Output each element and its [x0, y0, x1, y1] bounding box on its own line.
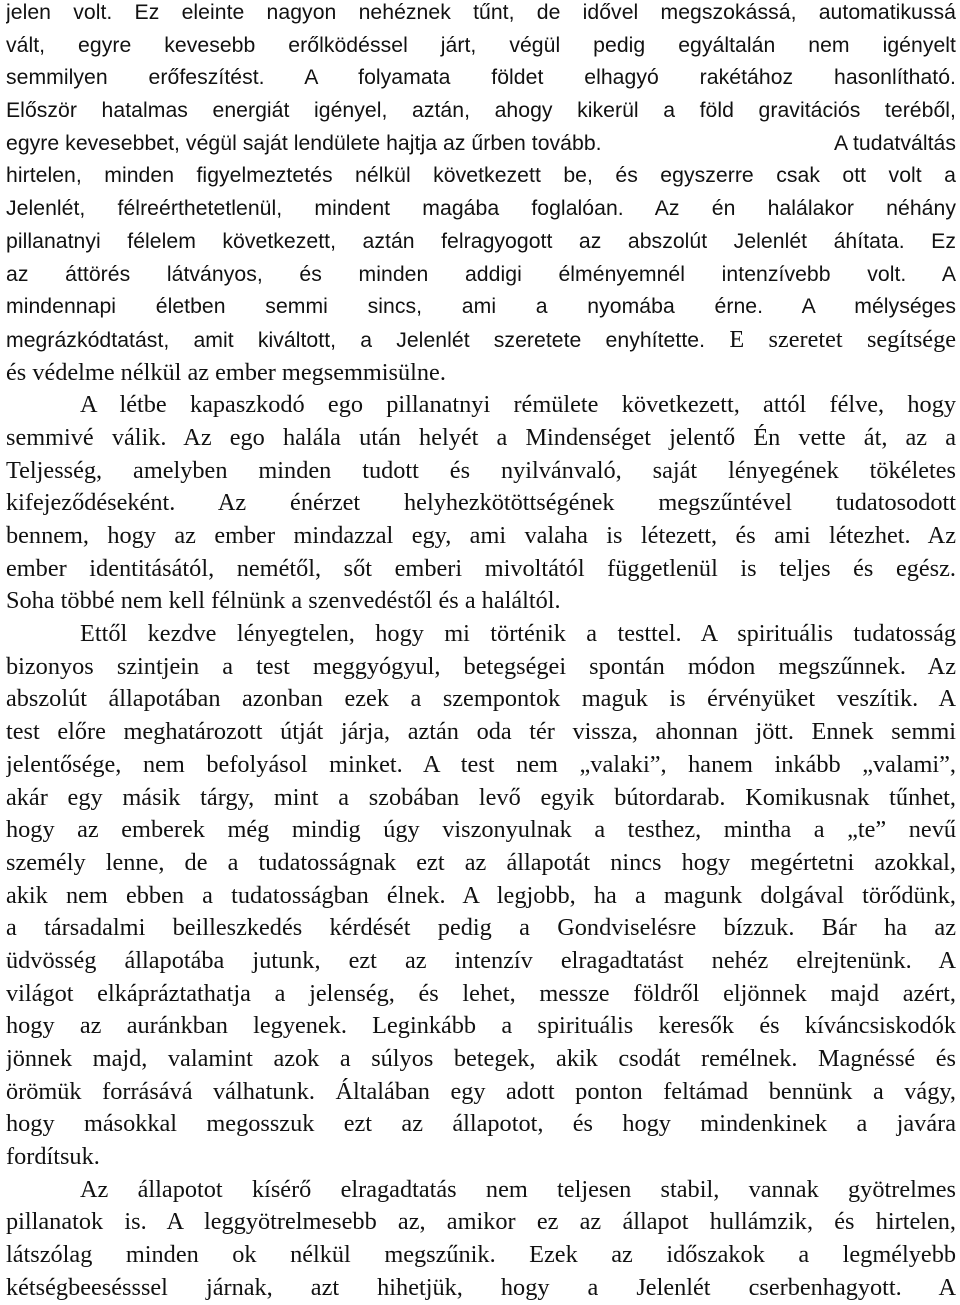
text-run: személy lenne, de a tudatosságnak ezt az állapotát nincs hogy megértetni azokkal,	[6, 848, 956, 876]
text-run: Az állapotot kísérő elragadtatás nem teljesen stabil, vannak gyötrelmes	[80, 1175, 956, 1203]
text-line	[6, 683, 956, 716]
text-line	[6, 749, 956, 782]
text-line	[6, 160, 956, 193]
text-line	[6, 487, 956, 520]
text-line	[6, 95, 956, 128]
text-run: kifejeződéseként. Az énérzet helyhezkötöttségének megszűntével tudatosodott	[6, 489, 956, 517]
text-line	[6, 814, 956, 847]
text-line	[6, 880, 956, 913]
text-line	[6, 357, 956, 390]
text-line	[6, 1043, 956, 1076]
text-run: pillanatok is. A leggyötrelmesebb az, amikor ez az állapot hullámzik, és hirtelen,	[6, 1208, 956, 1236]
text-run: akik nem ebben a tudatosságban élnek. A legjobb, ha a magunk dolgával törődünk,	[6, 881, 956, 909]
text-line	[6, 62, 956, 95]
text-run: vált, egyre kevesebb erőlködéssel járt, végül pedig egyáltalán nem igényelt	[6, 33, 956, 57]
text-run: üdvösség állapotába jutunk, ezt az intenzív elragadtatást nehéz elrejtenünk. A	[6, 946, 956, 974]
text-line	[6, 553, 956, 586]
text-run: semmivé válik. Az ego halála után helyét a Mindenséget jelentő Én vette át, az a	[6, 423, 956, 451]
text-run: mindennapi életben semmi sincs, ami a nyomába érne. A mélységes	[6, 295, 956, 319]
text-line	[6, 1141, 956, 1174]
text-line	[6, 1239, 956, 1272]
text-run: és védelme nélkül az ember megsemmisülne.	[6, 358, 446, 386]
text-line	[6, 651, 956, 684]
text-line	[6, 226, 956, 259]
text-run: jelentősége, nem befolyásol minket. A test nem „valaki”, hanem inkább „valami”,	[6, 750, 956, 778]
text-run: Először hatalmas energiát igényel, aztán, ahogy kikerül a föld gravitációs teréből,	[6, 99, 956, 123]
text-run: A tudatváltás	[834, 131, 956, 155]
text-line	[6, 1206, 956, 1239]
text-run: világot elkápráztathatja a jelenség, és lehet, messze földről eljönnek majd azért,	[6, 979, 956, 1007]
text-line	[6, 1174, 956, 1207]
text-run: test előre meghatározott útját járja, aztán oda tér vissza, ahonnan jött. Ennek semmi	[6, 718, 956, 746]
text-line	[6, 128, 956, 161]
text-line	[6, 1272, 956, 1305]
text-run: Soha többé nem kell félnünk a szenvedéstől és a haláltól.	[6, 587, 561, 615]
text-run: jönnek majd, valamint azok a súlyos betegek, akik csodát remélnek. Magnéssé és	[6, 1045, 956, 1072]
text-line	[6, 1010, 956, 1043]
text-line	[6, 716, 956, 749]
text-line	[6, 1108, 956, 1141]
text-run: abszolút állapotában azonban ezek a szempontok maguk is érvényüket veszítik. A	[6, 685, 956, 713]
text-run: pillanatnyi félelem következett, aztán felragyogott az abszolút Jelenlét áhítata. Ez	[6, 229, 956, 253]
text-run: semmilyen erőfeszítést. A folyamata földet elhagyó rakétához hasonlítható.	[6, 66, 956, 90]
text-run: ember identitásától, nemétől, sőt emberi mivoltától függetlenül is teljes és egész.	[6, 554, 956, 582]
text-line	[6, 585, 956, 618]
text-run: jelen volt. Ez eleinte nagyon nehéznek tűnt, de idővel megszokássá, automatikussá	[6, 1, 956, 24]
text-run: hogy másokkal megosszuk ezt az állapotot, és hogy mindenkinek a javára	[6, 1110, 956, 1138]
text-line	[6, 422, 956, 455]
text-run: hogy az emberek még mindig úgy viszonyulnak a testhez, mintha a „te” nevű	[6, 816, 956, 844]
text-run: Jelenlét, félreérthetetlenül, mindent magába foglalóan. Az én halálakor néhány	[6, 197, 956, 221]
text-run: A létbe kapaszkodó ego pillanatnyi rémülete következett, attól félve, hogy	[80, 391, 956, 419]
text-line	[6, 1076, 956, 1109]
text-run: a társadalmi beilleszkedés kérdését pedig a Gondviselésre bízzuk. Bár ha az	[6, 914, 956, 942]
text-line	[6, 945, 956, 978]
text-run: hogy az auránkban legyenek. Leginkább a spirituális keresők és kíváncsiskodók	[6, 1012, 956, 1040]
text-line	[6, 847, 956, 880]
text-line	[6, 618, 956, 651]
text-run: az áttörés látványos, és minden addigi élményemnél intenzívebb volt. A	[6, 262, 956, 286]
text-line	[6, 978, 956, 1011]
text-line	[6, 455, 956, 488]
text-run: bennem, hogy az ember mindazzal egy, ami valaha is létezett, és ami létezhet. Az	[6, 522, 956, 549]
text-run: hirtelen, minden figyelmeztetés nélkül következett be, és egyszerre csak ott volt a	[6, 164, 956, 188]
text-line	[6, 324, 956, 357]
text-run: fordítsuk.	[6, 1143, 100, 1171]
text-line	[6, 912, 956, 945]
text-run: Teljesség, amelyben minden tudott és nyilvánvaló, saját lényegének tökéletes	[6, 456, 956, 484]
text-run: Ettől kezdve lényegtelen, hogy mi történik a testtel. A spirituális tudatosság	[80, 620, 956, 648]
text-run: kétségbeesésssel járnak, azt hihetjük, hogy a Jelenlét cserbenhagyott. A	[6, 1273, 956, 1301]
text-run: látszólag minden ok nélkül megszűnik. Ezek az időszakok a legmélyebb	[6, 1241, 956, 1269]
text-line	[6, 193, 956, 226]
text-run: bizonyos szintjein a test meggyógyul, betegségei spontán módon megszűnnek. Az	[6, 652, 956, 680]
text-run: egyre kevesebbet, végül saját lendülete hajtja az űrben tovább.	[6, 131, 602, 155]
document-page	[6, 0, 956, 1305]
text-line	[6, 782, 956, 815]
text-run: akár egy másik tárgy, mint a szobában levő egyik bútordarab. Komikusnak tűnhet,	[6, 783, 956, 811]
text-line	[6, 30, 956, 63]
text-line	[6, 520, 956, 553]
text-line	[6, 0, 956, 30]
text-run: E szeretet segítsége	[705, 325, 956, 353]
text-run: örömük forrásává válhatunk. Általában egy adott ponton feltámad bennünk a vágy,	[6, 1077, 956, 1105]
text-line	[6, 291, 956, 324]
text-line	[6, 259, 956, 292]
text-line	[6, 389, 956, 422]
text-run: megrázkódtatást, amit kiváltott, a Jelenlét szeretete enyhítette.	[6, 328, 706, 352]
